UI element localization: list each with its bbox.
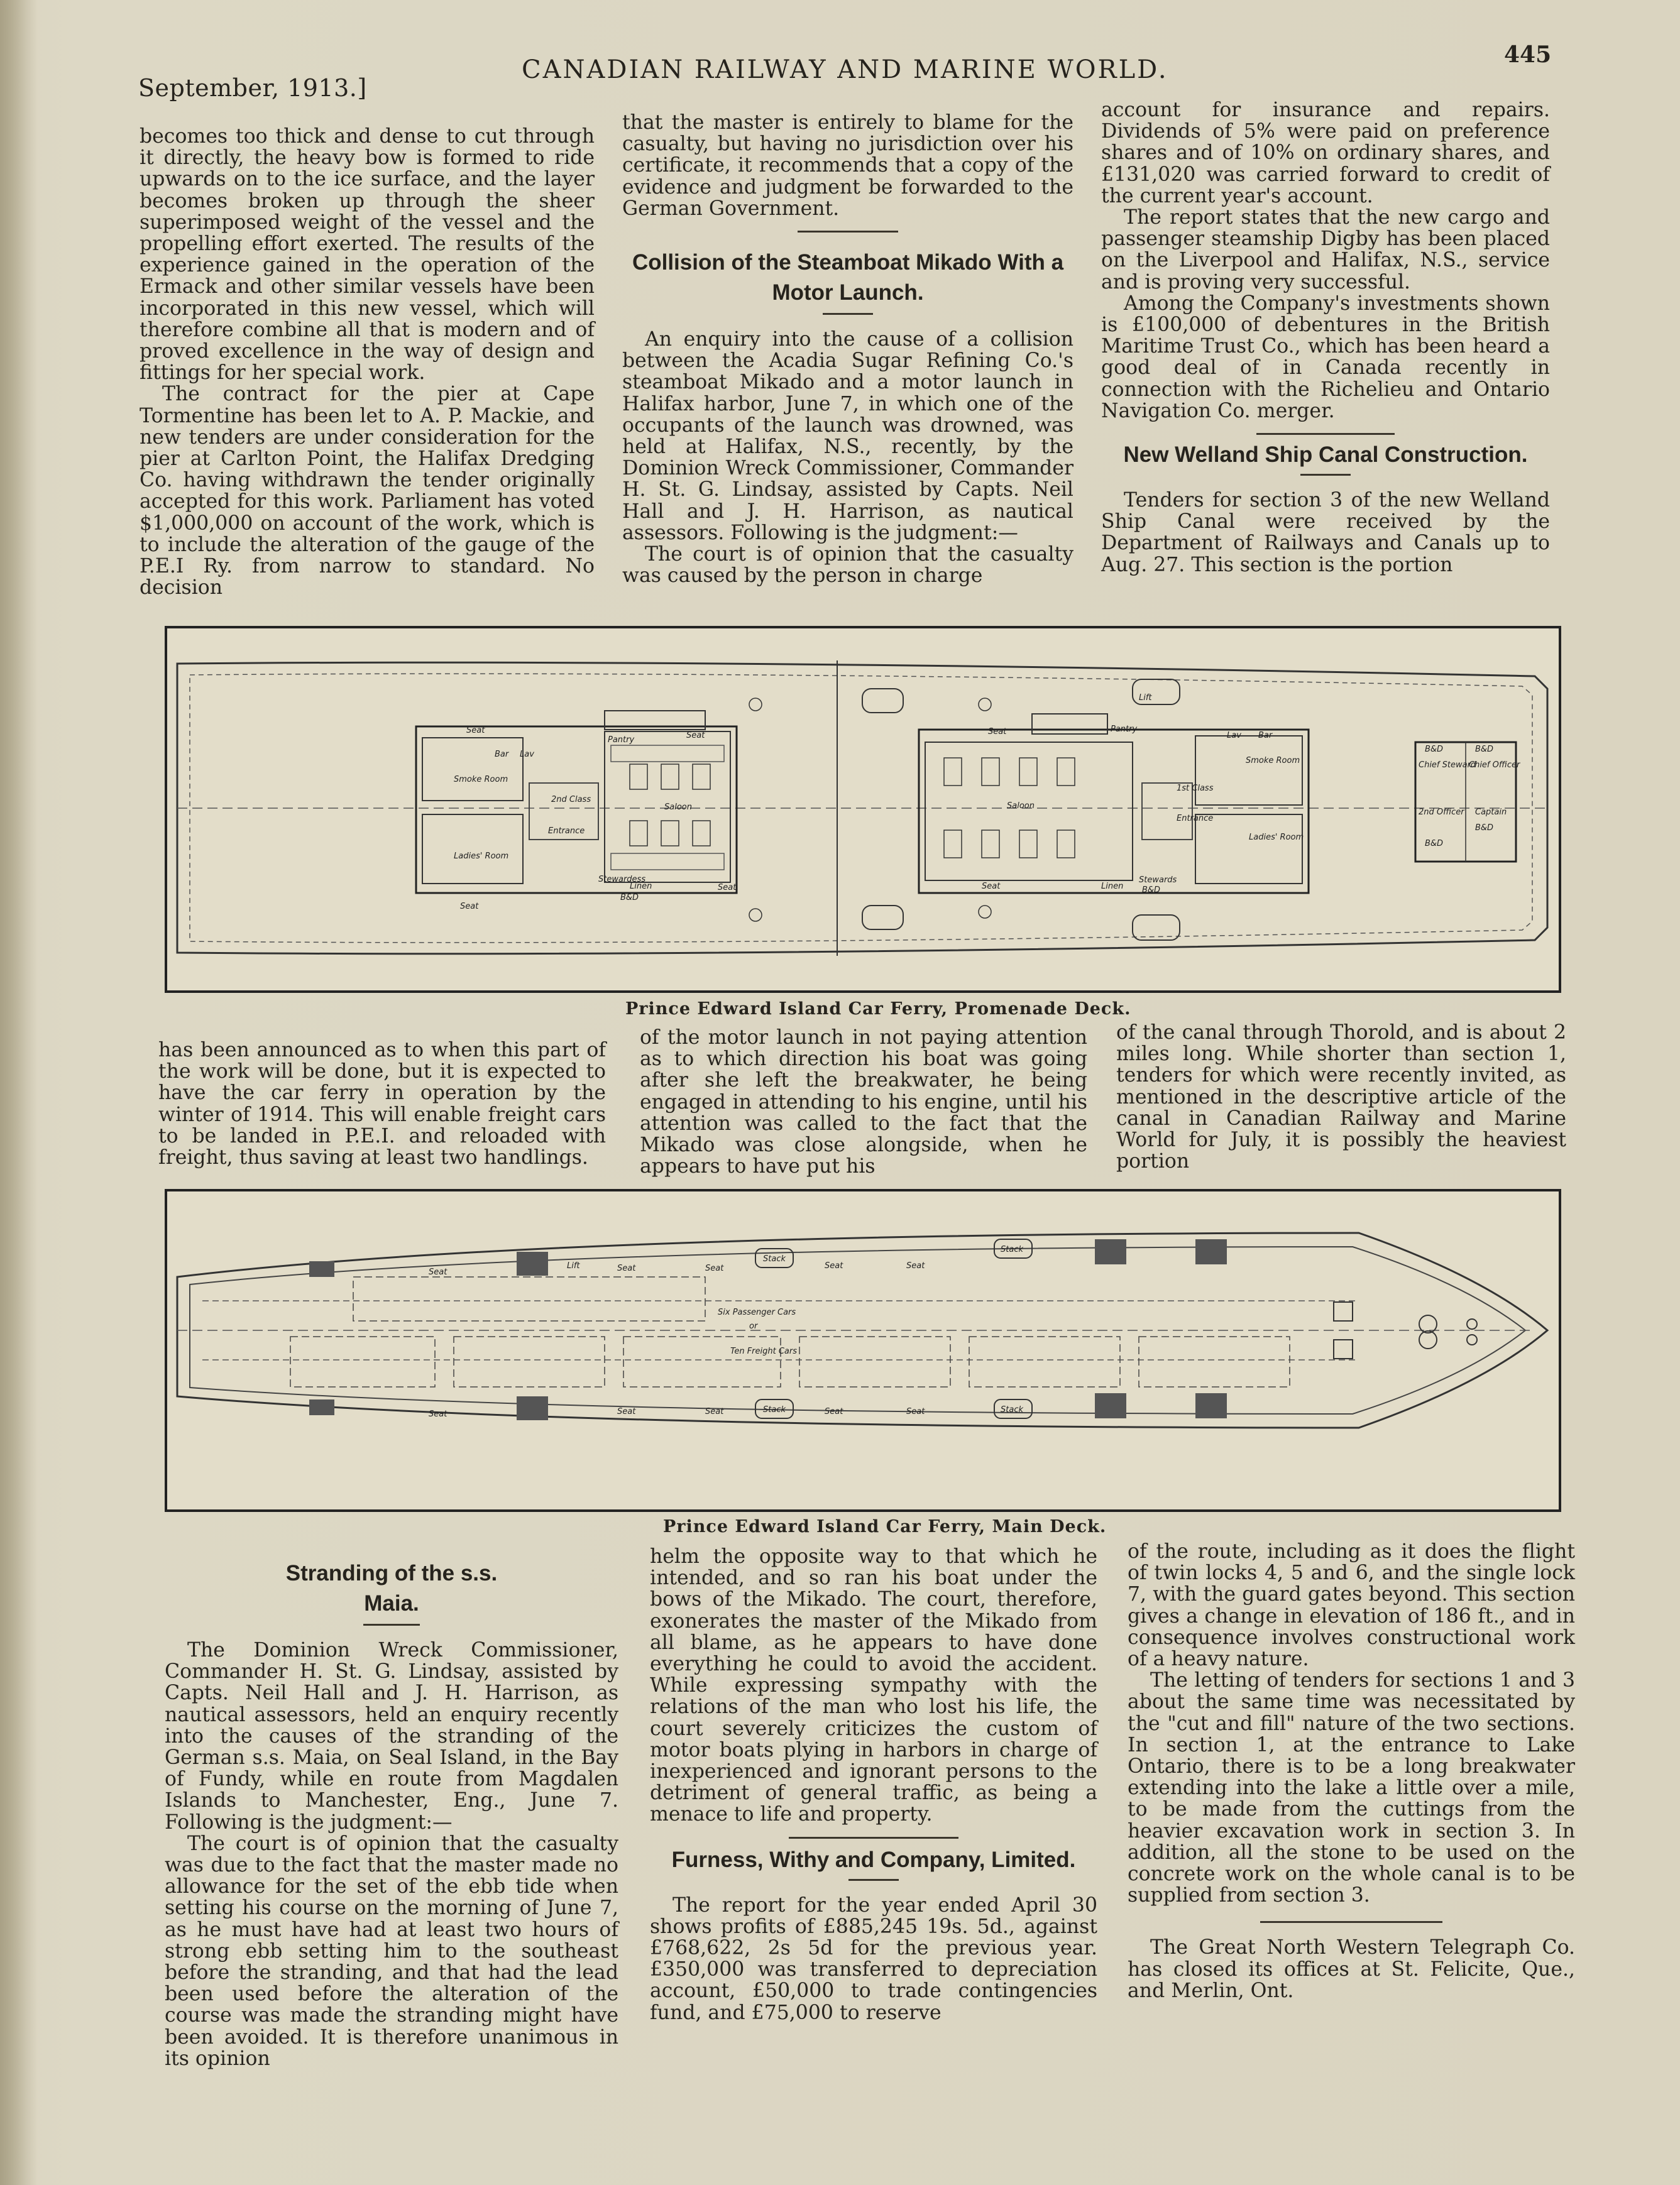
label: Smoke Room [1246,756,1300,765]
label: Six Passenger Cars [718,1308,796,1317]
label: Stewards [1139,875,1177,885]
label: Chief Steward [1419,760,1476,770]
column-3-top [1101,99,1550,576]
label: Entrance [548,826,585,836]
paragraph: helm the opposite way to that which he intended, and so ran his boat under the bows of the Mikado. The court, therefore, exonerates the master of the Mikado from all blame, as he appears to have done everything he could to avoid the accident. While expressing sympathy with the relations of the man who lost his life, the court severely criticizes the custom of motor boats plying in harbors in charge of inexperienced and ignorant persons to the detriment of general traffic, as being a menace to life and property. [650,1545,1097,1826]
label: Seat [825,1261,843,1271]
label: Seat [705,1264,724,1273]
article-headline: Stranding of the s.s. Maia. [285,1561,498,1616]
promenade-deck-plan [165,626,1561,993]
label: B&D [1142,885,1161,895]
label: Ladies' Room [1249,833,1304,842]
column-2-bottom [650,1546,1097,2023]
label: Seat [429,1268,447,1277]
paragraph: The report states that the new cargo and passenger steamship Digby has been placed on the Liverpool and Halifax, N.S., service and is proving very successful. [1101,206,1550,293]
label: B&D [1425,839,1444,848]
paragraph: of the route, including as it does the flight of twin locks 4, 5 and 6, and the single lock 7, with the guard gates beyond. This section gives a change in elevation of 186 ft., and in consequence involves constructional work of a heavy nature. [1128,1540,1575,1671]
label: Chief Officer [1469,760,1520,770]
label: Saloon [664,802,692,812]
paragraph: Among the Company's investments shown is £100,000 of debentures in the British Maritime Trust Co., which has been heard a good deal of in Canada recently in connection with the Richelieu and Ontario Navigation Co. merger. [1101,292,1550,422]
label: Seat [686,731,705,740]
label: Lav [1227,731,1241,740]
label: Smoke Room [454,775,508,784]
column-2-top [622,112,1073,586]
label: 2nd Class [551,795,591,804]
label: Lift [567,1261,580,1271]
divider [848,1879,899,1881]
label: Seat [429,1410,447,1419]
label: Seat [466,726,485,735]
divider [823,313,873,315]
label: Ten Freight Cars [730,1347,798,1356]
label: Seat [617,1264,636,1273]
label: B&D [1475,745,1494,754]
paragraph: The letting of tenders for sections 1 and 3 about the same time was necessitated by the "cut and fill" nature of the two sections. In section 1, at the entrance to Lake Ontario, there is to be a long breakwater extending into the lake a little over a mile, to be made from the cuttings from the heavier excavation work in section 3. In addition, all the stone to be used on the concrete work on the whole canal is to be supplied from section 3. [1128,1669,1575,1907]
label: Seat [982,882,1001,891]
label: or [749,1322,758,1331]
binding-shadow [0,0,38,2185]
label: Bar [1258,731,1273,740]
paragraph: The court is of opinion that the casualty was due to the fact that the master made no allowance for the set of the ebb tide when setting his course on the morning of June 7, as he must have had at least two hours of strong ebb setting him to the southeast before the stranding, and that had the lead been used before the alteration of the course was made the stranding might have been avoided. It is therefore unanimous in its opinion [165,1832,618,2070]
divider [1300,474,1351,476]
paragraph: The court is of opinion that the casualty was caused by the person in charge [622,543,1073,588]
label: Linen [630,882,652,891]
article-headline: Collision of the Steamboat Mikado With a Motor Launch. [632,250,1064,305]
issue-date: September, 1913.] [138,74,367,102]
label: Seat [906,1407,925,1416]
label: Seat [617,1407,636,1416]
paragraph: An enquiry into the cause of a collision between the Acadia Sugar Refining Co.'s steamboat Mikado and a motor launch in Halifax harbor, June 7, in which one of the occupants of the launch was drowned, was held at Halifax, N.S., recently, by the Dominion Wreck Commissioner, Commander H. St. G. Lindsay, assisted by Capts. Neil Hall and J. H. Harrison, as nautical assessors. Following is the judgment:— [622,328,1073,544]
column-1-middle [158,1039,606,1168]
paragraph: has been announced as to when this part of the work will be done, but it is expected to have the car ferry in operation by the winter of 1914. This will enable freight cars to be landed in P.E.I. and reloaded with freight, thus saving at least two handlings. [158,1039,606,1169]
label: 1st Class [1177,784,1214,793]
publication-title: CANADIAN RAILWAY AND MARINE WORLD. [522,55,1168,84]
label: Bar [495,750,509,759]
label: Seat [718,883,737,892]
column-3-bottom [1128,1541,1575,2002]
label: Seat [988,727,1007,737]
label: Captain [1475,808,1507,817]
paragraph: The Dominion Wreck Commissioner, Commander H. St. G. Lindsay, assisted by Capts. Neil Hall and J. H. Harrison, as nautical assessors, held an enquiry recently into the causes of the stranding of the German s.s. Maia, on Seal Island, in the Bay of Fundy, while en route from Magdalen Islands to Manchester, Eng., June 7. Following is the judgment:— [165,1639,618,1834]
label: Pantry [608,735,635,745]
label: Seat [460,902,479,911]
column-2-middle [640,1027,1087,1177]
paragraph: account for insurance and repairs. Dividends of 5% were paid on preference shares and of 10% on ordinary shares, and £131,020 was carried forward to credit of the current year's account. [1101,99,1550,207]
label: 2nd Officer [1419,808,1464,817]
label: Pantry [1111,725,1138,734]
column-1-bottom [165,1558,618,2069]
paragraph: becomes too thick and dense to cut through it directly, the heavy bow is formed to ride upwards on to the ice surface, and the layer becomes broken up through the sheer superimposed weight of the vessel and the propelling effort exerted. The results of the experience gained in the operation of the Ermack and other similar vessels have been incorporated in this new vessel, which will therefore combine all that is modern and of proved excellence in the way of design and fittings for her special work. [140,125,595,385]
main-deck-plan [165,1189,1561,1512]
label: Linen [1101,882,1124,891]
label: Stack [1001,1245,1023,1254]
divider [1256,433,1395,435]
article-headline: New Welland Ship Canal Construction. [1123,442,1528,468]
paragraph: The Great North Western Telegraph Co. has closed its offices at St. Felicite, Que., and Merlin, Ont. [1128,1936,1575,2002]
label: Ladies' Room [454,852,509,861]
paragraph: The contract for the pier at Cape Tormentine has been let to A. P. Mackie, and new tenders are under consideration for the pier at Carlton Point, the Halifax Dredging Co. having withdrawn the tender originally accepted for this work. Parliament has voted $1,000,000 on account of the work, which is to include the alteration of the gauge of the P.E.I Ry. from narrow to standard. No decision [140,383,595,600]
divider [798,231,898,233]
paragraph: of the canal through Thorold, and is about 2 miles long. While shorter than section 1, tenders for which were recently invited, as mentioned in the descriptive article of the canal in Canadian Railway and Marine World for July, it is possibly the heaviest portion [1116,1021,1566,1173]
label: Stewardess [598,875,646,884]
label: Stack [763,1254,786,1264]
page-number: 445 [1504,41,1552,68]
divider [789,1837,958,1839]
article-headline: Furness, Withy and Company, Limited. [671,1847,1076,1872]
label: Saloon [1007,801,1035,811]
paragraph: of the motor launch in not paying attention as to which direction his boat was going after she left the breakwater, he being engaged in attending to his engine, until his attention was called to the fact that the Mikado was close alongside, when he appears to have put his [640,1026,1087,1178]
label: B&D [1425,745,1444,754]
divider [1260,1921,1442,1923]
paragraph: The report for the year ended April 30 shows profits of £885,245 19s. 5d., against £768,622, 2s 5d for the previous year. £350,000 was transferred to depreciation account, £50,000 to trade contingencies fund, and £75,000 to reserve [650,1893,1097,2024]
column-1-top [140,126,595,598]
paragraph: Tenders for section 3 of the new Welland Ship Canal were received by the Department of Railways and Canals up to Aug. 27. This section is the portion [1101,489,1550,576]
label: Lift [1139,693,1152,703]
label: Seat [825,1407,843,1416]
label: B&D [1475,823,1494,833]
label: Entrance [1177,814,1214,823]
divider [363,1624,420,1626]
paragraph: that the master is entirely to blame for the casualty, but having no jurisdiction over his certificate, it recommends that a copy of the evidence and judgment be forwarded to the German Government. [622,111,1073,220]
label: Seat [705,1407,724,1416]
column-3-middle [1116,1022,1566,1172]
label: B&D [620,893,639,902]
label: Lav [520,750,534,759]
figure-caption: Prince Edward Island Car Ferry, Main Deck. [663,1517,1107,1536]
label: Stack [1001,1405,1023,1415]
label: Stack [763,1405,786,1415]
label: Seat [906,1261,925,1271]
figure-caption: Prince Edward Island Car Ferry, Promenade Deck. [625,999,1131,1019]
